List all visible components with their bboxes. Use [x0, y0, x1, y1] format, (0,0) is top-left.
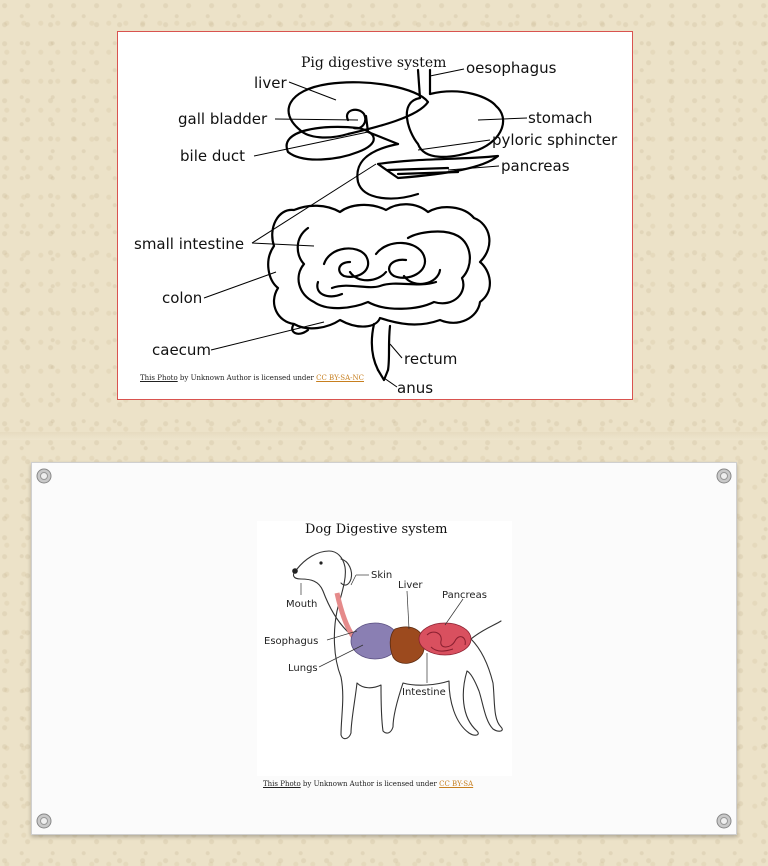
dog-photo-link[interactable]: This Photo — [263, 780, 301, 788]
dog-digestive-diagram — [257, 521, 512, 776]
label-liver: liver — [254, 74, 287, 92]
dog-slide — [31, 462, 737, 835]
dog-label-liver: Liver — [398, 580, 423, 591]
rivet-icon — [716, 468, 732, 484]
pig-title: Pig digestive system — [301, 55, 447, 71]
pig-photo-link[interactable]: This Photo — [140, 374, 178, 382]
dog-eye — [319, 561, 322, 564]
dog-label-intestine: Intestine — [402, 687, 446, 698]
dog-license-link[interactable]: CC BY-SA — [439, 780, 474, 788]
label-bile-duct: bile duct — [180, 147, 246, 165]
dog-label-esophagus: Esophagus — [264, 636, 319, 647]
rivet-icon — [36, 813, 52, 829]
dog-liver — [390, 627, 424, 664]
pig-digestive-diagram — [118, 32, 634, 401]
pig-license-link[interactable]: CC BY-SA-NC — [316, 374, 364, 382]
label-anus: anus — [397, 379, 434, 397]
label-oesophagus: oesophagus — [466, 59, 557, 77]
dog-label-skin: Skin — [371, 570, 393, 581]
dog-label-mouth: Mouth — [286, 599, 318, 610]
label-colon: colon — [162, 289, 203, 307]
label-stomach: stomach — [528, 109, 593, 127]
label-rectum: rectum — [404, 350, 458, 368]
pig-credit: This Photo by Unknown Author is licensed under CC BY-SA-NC — [140, 374, 364, 382]
dog-image-panel — [257, 521, 512, 776]
rivet-icon — [716, 813, 732, 829]
pig-slide — [117, 31, 633, 400]
dog-title: Dog Digestive system — [305, 522, 448, 537]
rivet-icon — [36, 468, 52, 484]
label-caecum: caecum — [152, 341, 212, 359]
label-gall-bladder: gall bladder — [178, 110, 268, 128]
label-pancreas: pancreas — [501, 157, 570, 175]
dog-label-lungs: Lungs — [288, 663, 318, 674]
dog-label-pancreas: Pancreas — [442, 590, 487, 601]
label-small-intestine: small intestine — [134, 235, 245, 253]
dog-nose — [292, 568, 298, 574]
dog-credit: This Photo by Unknown Author is licensed under CC BY-SA — [263, 780, 474, 788]
dog-intestine — [419, 623, 471, 655]
slide-divider — [0, 432, 768, 440]
label-pyloric-sphincter: pyloric sphincter — [492, 131, 618, 149]
